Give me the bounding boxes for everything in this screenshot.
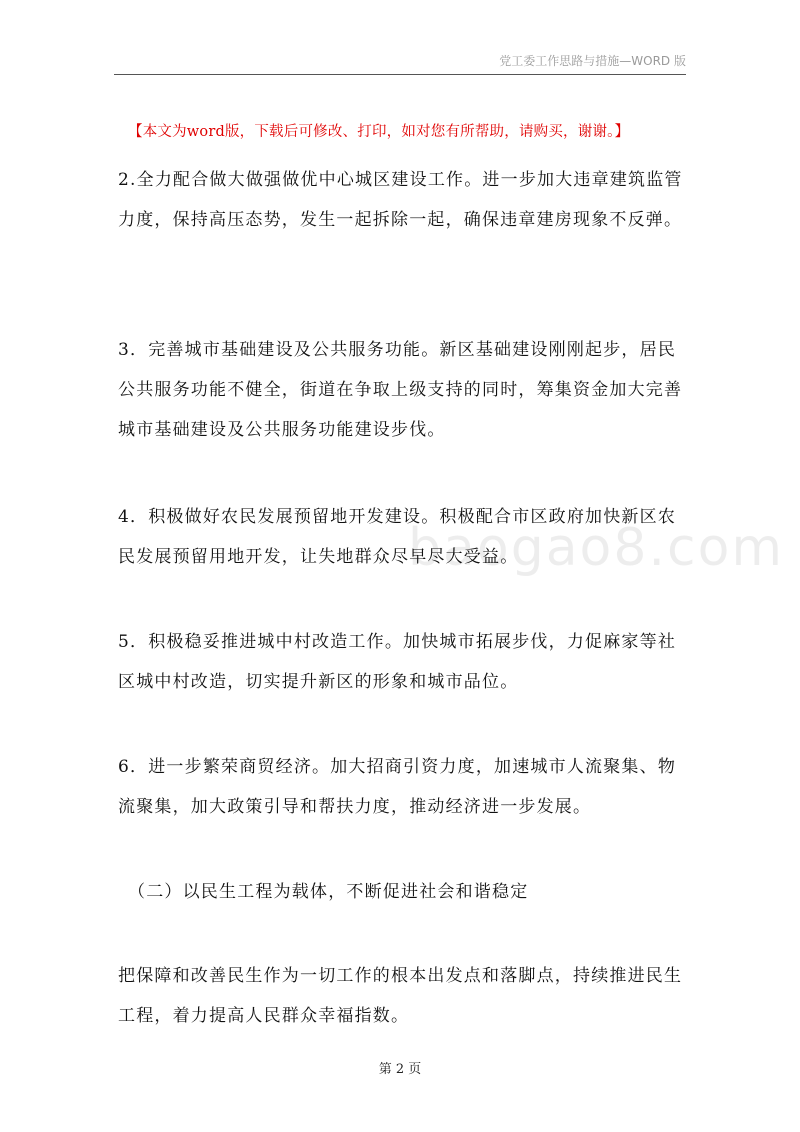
paragraph-item-3: 3．完善城市基础建设及公共服务功能。新区基础建设刚刚起步，居民公共服务功能不健全，街道在争取上级支持的同时，筹集资金加大完善城市基础建设及公共服务功能建设步伐。 [118,340,683,440]
section-heading: （二）以民生工程为载体，不断促进社会和谐稳定 [128,882,529,902]
paragraph-item-2: 2.全力配合做大做强做优中心城区建设工作。进一步加大违章建筑监管力度，保持高压态势，发生一起拆除一起，确保违章建房现象不反弹。 [118,170,683,230]
paragraph-item-4: 4．积极做好农民发展预留地开发建设。积极配合市区政府加快新区农民发展预留用地开发，让失地群众尽早尽大受益。 [118,507,677,567]
paragraph-item-5: 5．积极稳妥推进城中村改造工作。加快城市拓展步伐，力促麻家等社区城中村改造，切实提升新区的形象和城市品位。 [118,632,677,692]
paragraph-livelihood: 把保障和改善民生作为一切工作的根本出发点和落脚点，持续推进民生工程，着力提高人民群众幸福指数。 [118,966,683,1026]
page-number: 第 2 页 [378,1062,422,1077]
page-header: 党工委工作思路与措施—WORD 版 [499,54,686,68]
paragraph-item-6: 6．进一步繁荣商贸经济。加大招商引资力度，加速城市人流聚集、物流聚集，加大政策引导和帮扶力度，推动经济进一步发展。 [118,757,677,817]
header-divider [114,74,686,75]
download-notice: 【本文为word版，下载后可修改、打印，如对您有所帮助，请购买，谢谢。】 [128,124,630,140]
watermark: baogao8.com [408,518,785,578]
